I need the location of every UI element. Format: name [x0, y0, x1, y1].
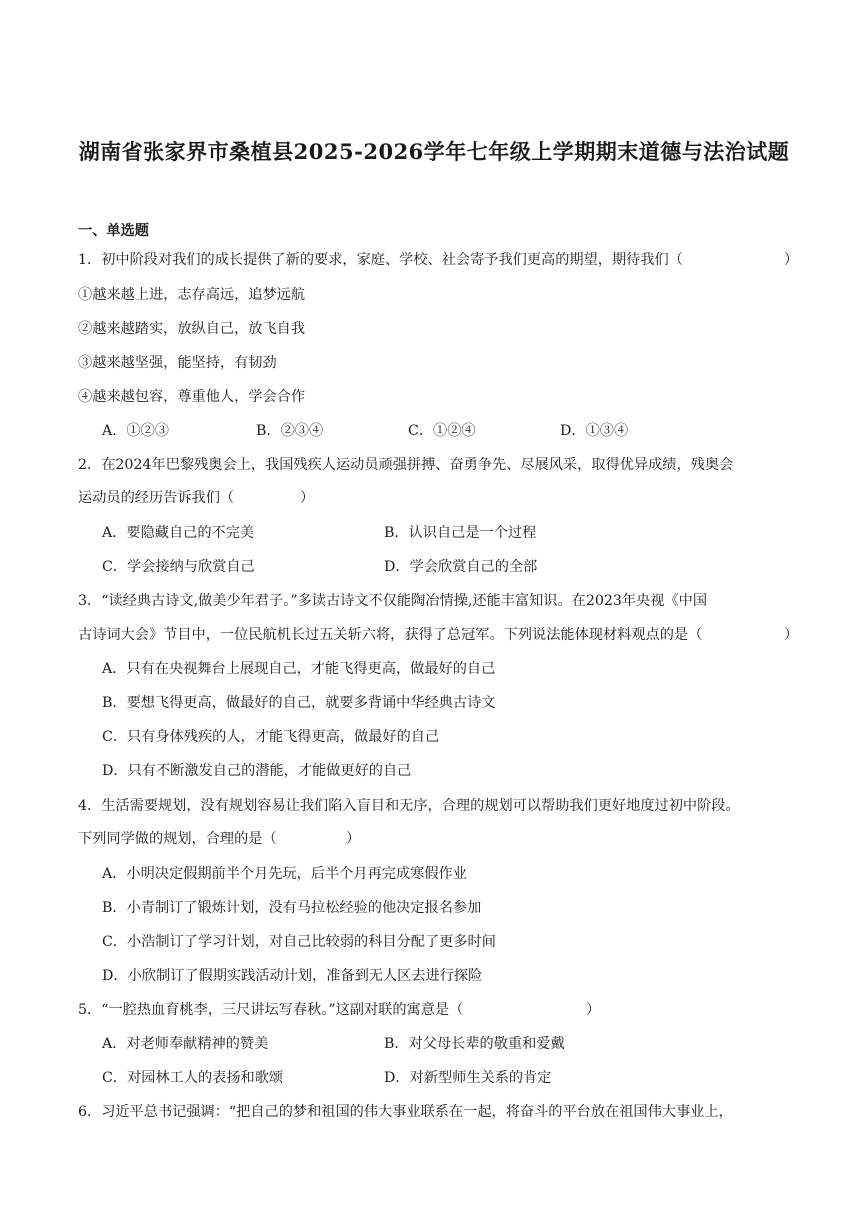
q4-option-c: C．小浩制订了学习计划，对自己比较弱的科目分配了更多时间 [102, 934, 496, 950]
q5-close-paren: ） [586, 1002, 601, 1018]
q1-item-1: ①越来越上进，志存高远，追梦远航 [78, 287, 306, 303]
q2-option-b: B．认识自己是一个过程 [384, 525, 537, 541]
q1-item-3: ③越来越坚强，能坚持，有韧劲 [78, 355, 277, 371]
q1-stem: 1．初中阶段对我们的成长提供了新的要求，家庭、学校、社会寄予我们更高的期望，期待我们（ [78, 252, 683, 268]
q3-option-d: D．只有不断激发自己的潜能，才能做更好的自己 [102, 763, 412, 779]
page-title: 湖南省张家界市桑植县2025-2026学年七年级上学期期末道德与法治试题 [78, 139, 790, 164]
q3-option-b: B．要想飞得更高，做最好的自己，就要多背诵中华经典古诗文 [102, 695, 496, 711]
q2-option-a: A．要隐藏自己的不完美 [102, 525, 255, 541]
q1-item-2: ②越来越踏实，放纵自己，放飞自我 [78, 321, 306, 337]
q2-stem-line1: 2．在2024年巴黎残奥会上，我国残疾人运动员顽强拼搏、奋勇争先、尽展风采，取得优异成绩，残奥会 [78, 457, 734, 473]
section-heading: 一、单选题 [78, 223, 149, 239]
q4-option-b: B．小青制订了锻炼计划，没有马拉松经验的他决定报名参加 [102, 900, 482, 916]
q4-option-a: A．小明决定假期前半个月先玩，后半个月再完成寒假作业 [102, 866, 467, 882]
q2-close-paren: ） [300, 490, 315, 506]
q1-option-c: C．①②④ [408, 423, 476, 439]
q2-stem-line2: 运动员的经历告诉我们（ [78, 490, 235, 506]
q3-close-paren: ） [784, 627, 799, 643]
q2-option-d: D．学会欣赏自己的全部 [384, 559, 538, 575]
q3-option-c: C．只有身体残疾的人，才能飞得更高，做最好的自己 [102, 729, 440, 745]
q1-option-d: D．①③④ [560, 423, 629, 439]
q4-stem-line2: 下列同学做的规划，合理的是（ [78, 831, 277, 847]
q1-item-4: ④越来越包容，尊重他人，学会合作 [78, 389, 306, 405]
q6-stem-line1: 6．习近平总书记强调：“把自己的梦和祖国的伟大事业联系在一起，将奋斗的平台放在祖国伟大事业上， [78, 1104, 733, 1120]
q1-option-a: A．①②③ [102, 423, 169, 439]
q4-option-d: D．小欣制订了假期实践活动计划，准备到无人区去进行探险 [102, 968, 483, 984]
q2-option-c: C．学会接纳与欣赏自己 [102, 559, 255, 575]
q5-option-c: C．对园林工人的表扬和歌颂 [102, 1070, 284, 1086]
q5-stem: 5．“一腔热血育桃李，三尺讲坛写春秋。”这副对联的寓意是（ [78, 1002, 464, 1018]
q4-close-paren: ） [346, 831, 361, 847]
q5-option-a: A．对老师奉献精神的赞美 [102, 1036, 269, 1052]
q3-option-a: A．只有在央视舞台上展现自己，才能飞得更高，做最好的自己 [102, 661, 496, 677]
q5-option-d: D．对新型师生关系的肯定 [384, 1070, 552, 1086]
q1-close-paren: ） [784, 252, 799, 268]
q3-stem-line2: 古诗词大会》节目中，一位民航机长过五关斩六将，获得了总冠军。下列说法能体现材料观点的是（ [78, 627, 703, 643]
q1-option-b: B．②③④ [256, 423, 324, 439]
q3-stem-line1: 3．“读经典古诗文,做美少年君子。”多读古诗文不仅能陶冶情操,还能丰富知识。在2023年央视《中国 [78, 593, 708, 609]
q4-stem-line1: 4．生活需要规划，没有规划容易让我们陷入盲目和无序，合理的规划可以帮助我们更好地度过初中阶段。 [78, 798, 740, 814]
q5-option-b: B．对父母长辈的敬重和爱戴 [384, 1036, 565, 1052]
